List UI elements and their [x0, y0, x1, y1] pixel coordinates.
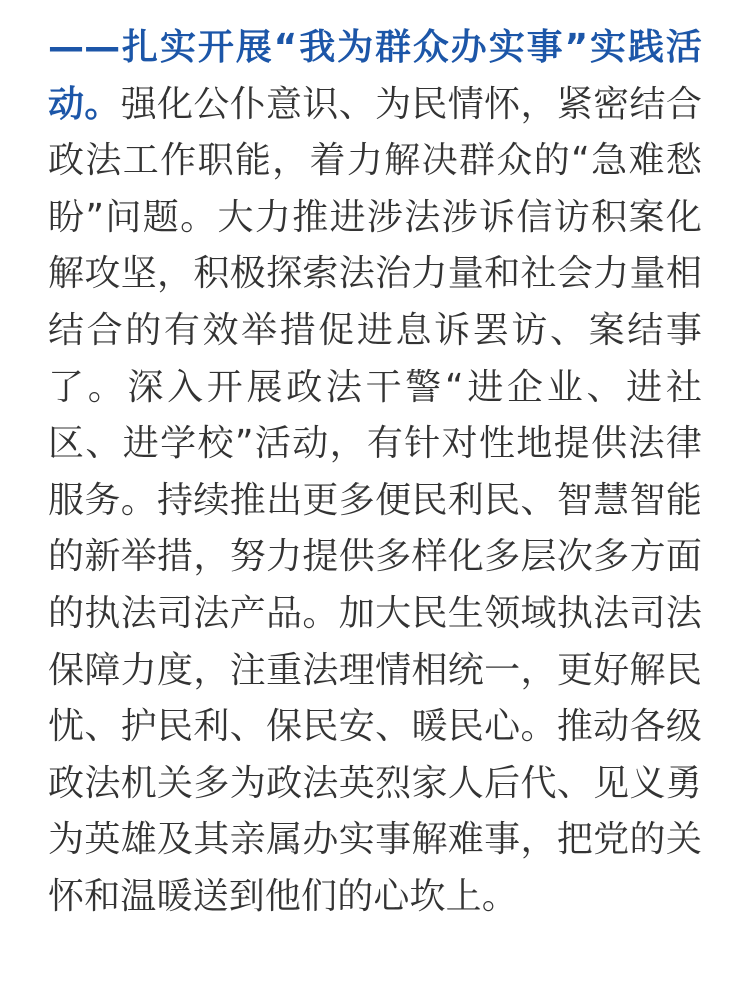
- section-body: 强化公仆意识、为民情怀，紧密结合政法工作职能，着力解决群众的“急难愁盼”问题。大力推进涉法涉诉信访积案化解攻坚，积极探索法治力量和社会力量相结合的有效举措促进息诉罢访、案结事了。深入开展政法干警“进企业、进社区、进学校”活动，有针对性地提供法律服务。持续推出更多便民利民、智慧智能的新举措，努力提供多样化多层次多方面的执法司法产品。加大民生领域执法司法保障力度，注重法理情相统一，更好解民忧、护民利、保民安、暖民心。推动各级政法机关多为政法英烈家人后代、见义勇为英雄及其亲属办实事解难事，把党的关怀和温暖送到他们的心坎上。: [48, 83, 702, 917]
- section-heading: ——扎实开展“我为群众办实事”实践活动。: [48, 27, 702, 125]
- article-paragraph: [48, 20, 702, 926]
